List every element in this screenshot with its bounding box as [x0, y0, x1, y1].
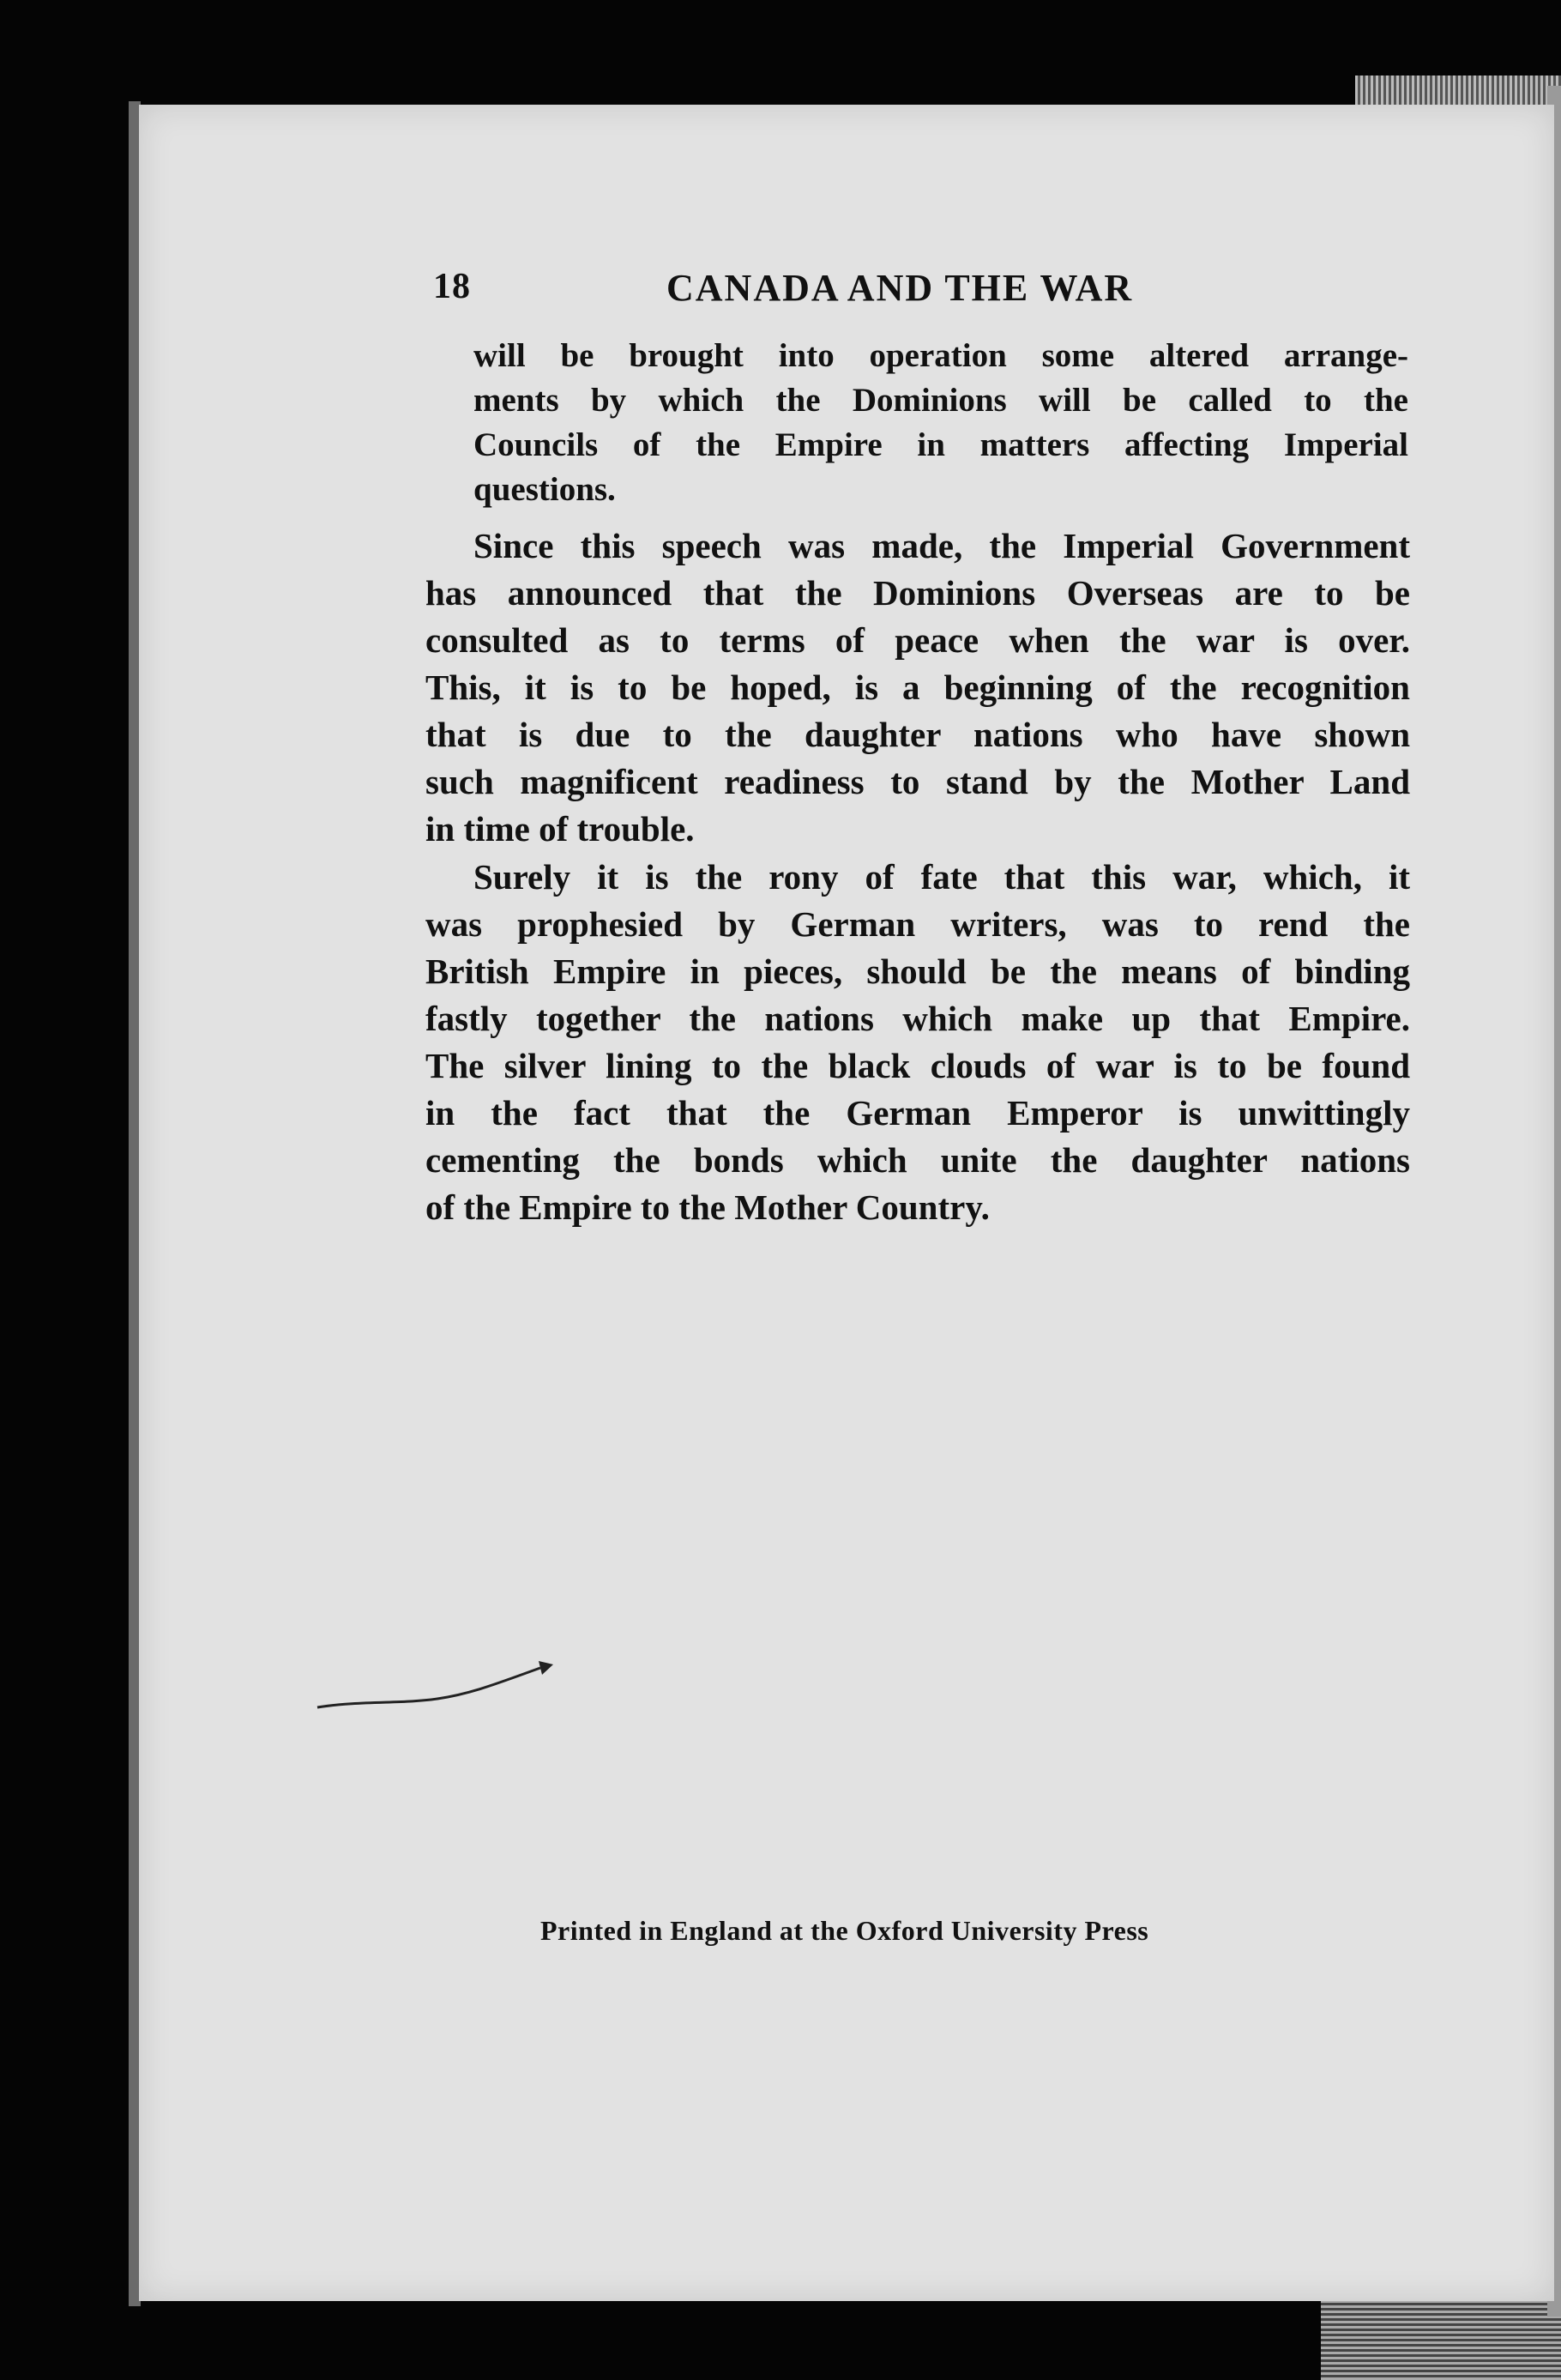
printer-imprint: Printed in England at the Oxford University Press: [540, 1915, 1149, 1946]
paragraph-line: in the fact that the German Emperor is unwittingly: [425, 1093, 1410, 1133]
page-header: [433, 257, 1437, 326]
paragraph-line: The silver lining to the black clouds of war is to be found: [425, 1046, 1410, 1085]
paragraph-line: consulted as to terms of peace when the war is over.: [425, 620, 1410, 660]
paragraph-line: Since this speech was made, the Imperial Government: [473, 526, 1410, 565]
paragraph-line: in time of trouble.: [425, 809, 695, 849]
quote-line: ments by which the Dominions will be called to the: [473, 382, 1408, 419]
paragraph-line: that is due to the daughter nations who have shown: [425, 715, 1410, 754]
running-title: CANADA AND THE WAR: [666, 267, 1134, 309]
quote-line: questions.: [473, 471, 616, 508]
quote-line: will be brought into operation some altered arrange-: [473, 337, 1408, 374]
paragraph-line: fastly together the nations which make up that Empire.: [425, 999, 1410, 1038]
quote-line: Councils of the Empire in matters affecting Imperial: [473, 426, 1408, 463]
pen-stroke-mark: [309, 1630, 566, 1716]
paragraph-line: has announced that the Dominions Overseas are to be: [425, 573, 1410, 613]
paragraph-line: British Empire in pieces, should be the means of binding: [425, 951, 1410, 991]
page-number: 18: [433, 267, 471, 306]
paragraph-line: This, it is to be hoped, is a beginning of the recognition: [425, 667, 1410, 707]
paragraph-line: cementing the bonds which unite the daughter nations: [425, 1140, 1410, 1180]
paragraph-line: such magnificent readiness to stand by the Mother Land: [425, 762, 1410, 801]
paragraph-line: was prophesied by German writers, was to rend the: [425, 904, 1410, 944]
paragraph-line: of the Empire to the Mother Country.: [425, 1187, 990, 1227]
paragraph-line: Surely it is the rony of fate that this war, which, it: [473, 857, 1410, 897]
